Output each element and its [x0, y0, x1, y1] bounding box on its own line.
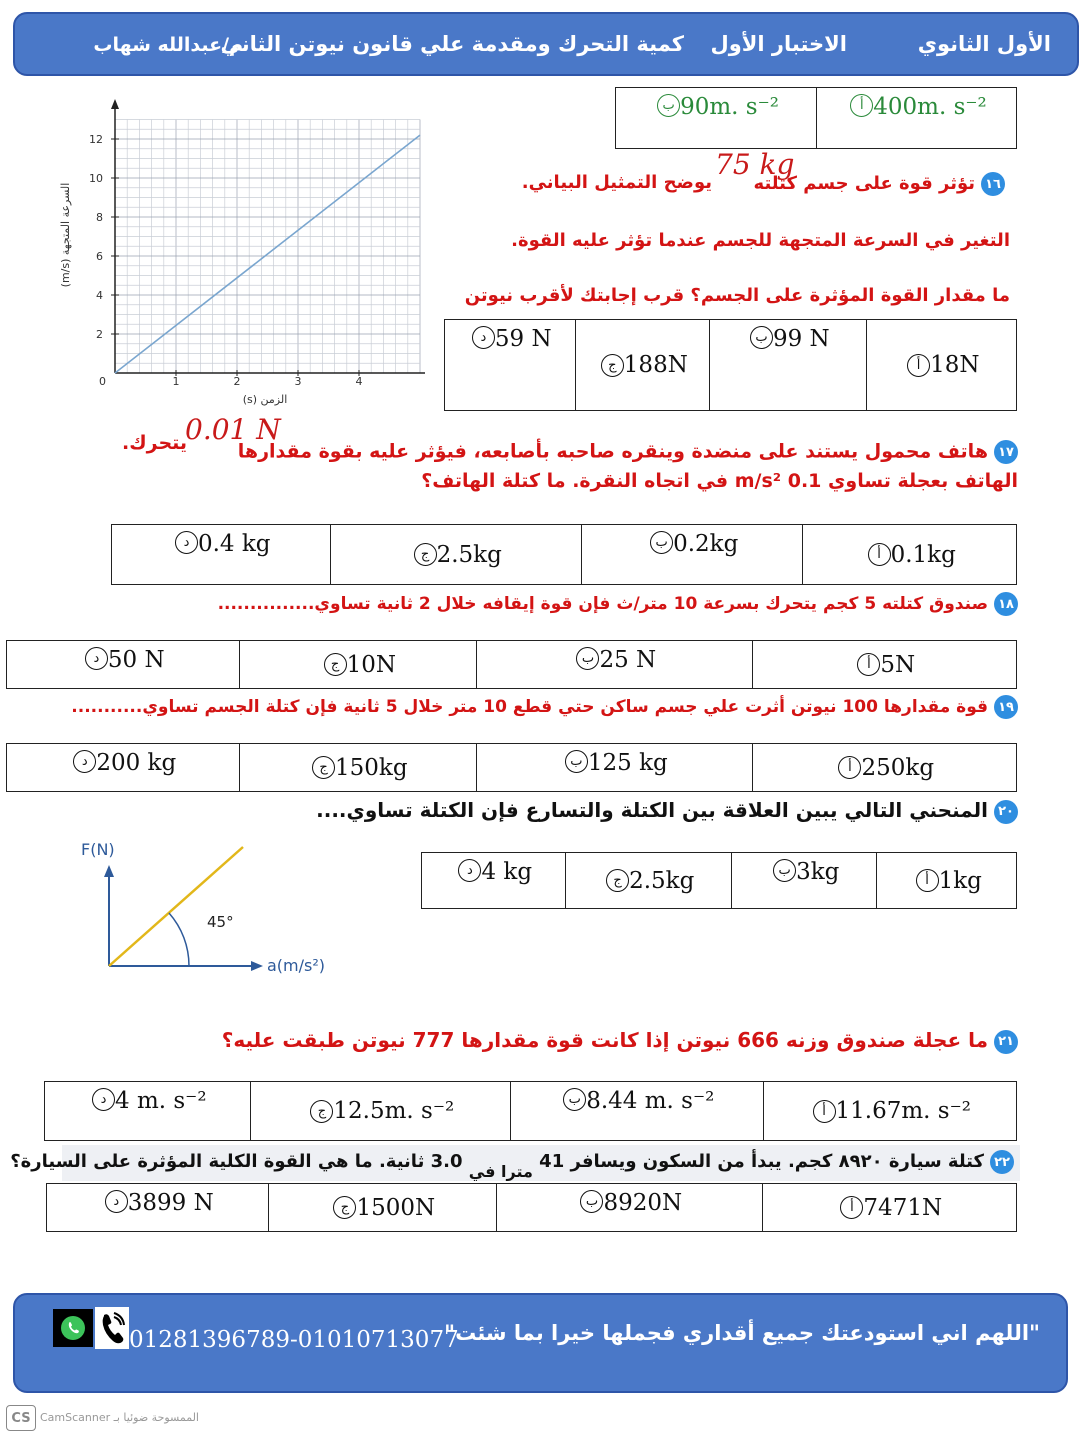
- option-b-text: 8.44 m. s⁻²: [586, 1088, 715, 1114]
- option-b[interactable]: [476, 744, 751, 791]
- option-a-mark: أ: [907, 354, 930, 377]
- velocity-time-graph: [55, 95, 435, 415]
- option-d[interactable]: [112, 525, 330, 584]
- phone-numbers: 01281396789-01010713077: [129, 1327, 459, 1353]
- q16-handwritten-mass: 75 kg: [715, 148, 795, 181]
- f-axis-arrow: [104, 865, 114, 877]
- option-c-mark: ج: [333, 1196, 356, 1219]
- option-c[interactable]: [239, 641, 477, 688]
- option-b-text: 0.2kg: [673, 531, 739, 557]
- option-b-text: 3kg: [796, 859, 840, 885]
- option-d-mark: د: [472, 326, 495, 349]
- angle-arc: [169, 913, 189, 966]
- q18-number: ١٨: [994, 592, 1018, 616]
- option-a[interactable]: [816, 88, 1016, 148]
- option-c[interactable]: [268, 1184, 497, 1231]
- phone-icon[interactable]: [95, 1307, 129, 1349]
- option-c[interactable]: [250, 1082, 510, 1140]
- option-d-text: 3899 N: [127, 1190, 214, 1216]
- q21-options: [44, 1081, 1017, 1141]
- option-b[interactable]: [496, 1184, 761, 1231]
- option-b-text: 8920N: [603, 1190, 683, 1216]
- q22-text: [10, 1150, 1014, 1181]
- x-tick-label: 1: [172, 375, 180, 388]
- option-a-mark: أ: [850, 94, 873, 117]
- option-c[interactable]: [565, 853, 731, 908]
- q22-text-a: كتلة سيارة ٨٩٢٠ كجم. يبدأ من السكون ويسافر 41: [539, 1151, 984, 1172]
- graph-grid: [115, 120, 420, 374]
- x-tick-label: 4: [355, 375, 363, 388]
- option-a[interactable]: [752, 641, 1016, 688]
- y-tick-label: 8: [96, 211, 103, 224]
- option-b[interactable]: [510, 1082, 762, 1140]
- option-b[interactable]: [709, 320, 865, 410]
- option-b[interactable]: [581, 525, 803, 584]
- option-d-text: 50 N: [107, 647, 165, 673]
- x-tick-label: 2: [233, 375, 241, 388]
- y-tick-label: 12: [89, 133, 103, 146]
- q21-text: [222, 1028, 1018, 1054]
- q18-text-body: صندوق كتلته 5 كجم يتحرك بسرعة 10 متر/ث فإن قوة إيقافه خلال 2 ثانية تساوي...............: [217, 594, 988, 614]
- option-d[interactable]: [422, 853, 565, 908]
- option-d-mark: د: [73, 750, 96, 773]
- option-b-mark: ب: [773, 859, 796, 882]
- y-axis-label: السرعة المتجهة (m/s): [59, 182, 72, 288]
- option-b-text: 90m. s⁻²: [680, 94, 779, 120]
- q17-tail: يتحرك.: [122, 432, 188, 454]
- option-a-mark: أ: [838, 756, 861, 779]
- q16-options: [444, 319, 1017, 411]
- option-c[interactable]: [239, 744, 477, 791]
- option-d-text: 200 kg: [96, 750, 177, 776]
- option-c-text: 1500N: [356, 1194, 436, 1221]
- origin-label: 0: [99, 375, 106, 388]
- velocity-line: [115, 135, 420, 373]
- option-b-text: 125 kg: [587, 750, 668, 776]
- q17-options: [111, 524, 1017, 585]
- option-d-text: 59 N: [494, 326, 552, 352]
- q17-number: ١٧: [994, 440, 1018, 464]
- option-d-mark: د: [85, 647, 108, 670]
- q20-number: ٢٠: [994, 800, 1018, 824]
- option-d-text: 4 m. s⁻²: [115, 1088, 207, 1114]
- option-a-mark: أ: [813, 1100, 836, 1123]
- q17-line1-text: هاتف محمول يستند على منضدة وينقره صاحبه بأصابعه، فيؤثر عليه بقوة مقدارها: [237, 440, 988, 463]
- option-d-text: 0.4 kg: [197, 531, 271, 557]
- q19-number: ١٩: [994, 695, 1018, 719]
- option-a-text: 0.1kg: [890, 541, 956, 568]
- option-b-mark: ب: [580, 1190, 603, 1213]
- option-c-mark: ج: [312, 756, 335, 779]
- option-b[interactable]: [476, 641, 751, 688]
- option-c-text: 2.5kg: [629, 867, 695, 894]
- header-banner: [13, 12, 1079, 76]
- q19-options: [6, 743, 1017, 792]
- option-b-text: 99 N: [772, 326, 830, 352]
- option-a[interactable]: [802, 525, 1016, 584]
- exam-label: الاختبار الأول: [710, 32, 847, 56]
- camscanner-text: CamScanner الممسوحة ضوئيا بـ: [40, 1411, 199, 1424]
- option-c[interactable]: [330, 525, 581, 584]
- option-d-text: 4 kg: [481, 859, 533, 885]
- option-d[interactable]: [445, 320, 575, 410]
- x-axis-label: الزمن (s): [242, 393, 288, 406]
- y-tick-label: 6: [96, 250, 103, 263]
- option-b-mark: ب: [576, 647, 599, 670]
- x-tick-label: 3: [294, 375, 302, 388]
- q16-number: ١٦: [981, 172, 1005, 196]
- option-b-text: 25 N: [599, 647, 657, 673]
- option-d-mark: د: [105, 1190, 128, 1213]
- option-a-text: 11.67m. s⁻²: [835, 1098, 971, 1124]
- whatsapp-icon[interactable]: [53, 1309, 93, 1347]
- option-b-mark: ب: [650, 531, 673, 554]
- q18-options: [6, 640, 1017, 689]
- option-d[interactable]: [7, 641, 239, 688]
- option-d-mark: د: [175, 531, 198, 554]
- option-b[interactable]: [616, 88, 816, 148]
- grade-label: الأول الثانوي: [917, 32, 1051, 56]
- q21-text-body: ما عجلة صندوق وزنه 666 نيوتن إذا كانت قوة مقدارها 777 نيوتن طبقت عليه؟: [221, 1028, 988, 1052]
- q20-text: [316, 798, 1018, 824]
- option-a-mark: أ: [916, 869, 939, 892]
- option-a-text: 250kg: [861, 754, 935, 781]
- f-axis-label: F(N): [81, 840, 115, 859]
- q22-number: ٢٢: [990, 1150, 1014, 1174]
- option-b-mark: ب: [657, 94, 680, 117]
- q16-line2: التغير في السرعة المتجهة للجسم عندما تؤثر عليه القوة.: [511, 230, 1010, 251]
- q17-handwritten-force: 0.01 N: [185, 413, 281, 446]
- option-c-text: 188N: [623, 352, 688, 378]
- option-b-mark: ب: [563, 1088, 586, 1111]
- option-c-mark: ج: [310, 1100, 333, 1123]
- option-d-mark: د: [92, 1088, 115, 1111]
- q16-line1a: تؤثر قوة على جسم كتلته: [753, 173, 975, 194]
- q18-text: [218, 592, 1018, 616]
- option-c-mark: ج: [601, 354, 624, 377]
- option-a[interactable]: [763, 1082, 1016, 1140]
- option-c[interactable]: [575, 320, 710, 410]
- option-a-text: 5N: [880, 651, 916, 678]
- q16-line1: [754, 172, 1005, 196]
- option-a[interactable]: [866, 320, 1016, 410]
- option-a-text: 1kg: [938, 867, 982, 894]
- angle-label: 45°: [207, 913, 234, 931]
- q15-options: [615, 87, 1017, 149]
- option-a-mark: أ: [840, 1196, 863, 1219]
- teacher-label: م/عبدالله شهاب: [93, 34, 243, 56]
- q19-text-body: قوة مقدارها 100 نيوتن أثرت علي جسم ساكن حتي قطع 10 متر خلال 5 ثانية فإن كتلة الجسم تساوي...........: [71, 697, 988, 717]
- q19-text: [71, 695, 1018, 719]
- option-a[interactable]: [762, 1184, 1016, 1231]
- option-c-mark: ج: [324, 653, 347, 676]
- a-axis-arrow: [251, 961, 263, 971]
- a-axis-label: a(m/s²): [267, 956, 326, 975]
- q16-line1b: يوضح التمثيل البياني.: [521, 172, 712, 193]
- q16-line3: ما مقدار القوة المؤثرة على الجسم؟ قرب إجابتك لأقرب نيوتن: [464, 285, 1010, 306]
- y-tick-label: 10: [89, 172, 103, 185]
- option-c-text: 10N: [346, 651, 397, 678]
- graph-ticks: [89, 133, 363, 388]
- option-a-text: 7471N: [863, 1194, 943, 1221]
- f-a-line: [109, 847, 243, 966]
- q22-text-c: 3.0 ثانية. ما هي القوة الكلية المؤثرة على السيارة؟: [10, 1151, 463, 1172]
- option-c-text: 150kg: [335, 754, 408, 781]
- q21-number: ٢١: [994, 1030, 1018, 1054]
- dua-text: "اللهم اني استودعتك جميع أقداري فجملها خيرا بما شئت": [444, 1321, 1040, 1345]
- option-a-text: 18N: [930, 352, 980, 378]
- option-a-text: 400m. s⁻²: [873, 94, 987, 120]
- option-a-mark: أ: [857, 653, 880, 676]
- option-c-mark: ج: [414, 543, 437, 566]
- force-acceleration-graph: [75, 835, 365, 985]
- camscanner-logo: CS: [6, 1405, 36, 1431]
- q20-text-body: المنحني التالي يبين العلاقة بين الكتلة والتسارع فإن الكتلة تساوي....: [316, 798, 988, 822]
- option-c-text: 2.5kg: [436, 541, 502, 568]
- option-c-mark: ج: [606, 869, 629, 892]
- option-b[interactable]: [731, 853, 877, 908]
- topic-label: كمية التحرك ومقدمة علي قانون نيوتن الثاني: [220, 32, 684, 56]
- option-d[interactable]: [7, 744, 239, 791]
- y-axis-arrow: [111, 99, 119, 109]
- option-a[interactable]: [876, 853, 1016, 908]
- option-a-mark: أ: [868, 543, 891, 566]
- q17-line2: الهاتف بعجلة تساوي 0.1 m/s² في اتجاه النقرة. ما كتلة الهاتف؟: [421, 470, 1018, 492]
- option-a[interactable]: [752, 744, 1016, 791]
- q22-options: [46, 1183, 1017, 1232]
- option-c-text: 12.5m. s⁻²: [333, 1098, 455, 1124]
- option-b-mark: ب: [565, 750, 588, 773]
- option-d[interactable]: [45, 1082, 250, 1140]
- y-tick-label: 2: [96, 328, 103, 341]
- y-tick-label: 4: [96, 289, 103, 302]
- q20-options: [421, 852, 1017, 909]
- q17-line1: [238, 440, 1018, 464]
- footer-banner: [13, 1293, 1068, 1393]
- option-d[interactable]: [47, 1184, 268, 1231]
- option-b-mark: ب: [750, 326, 773, 349]
- q22-text-b: مترا في: [468, 1162, 533, 1181]
- option-d-mark: د: [458, 859, 481, 882]
